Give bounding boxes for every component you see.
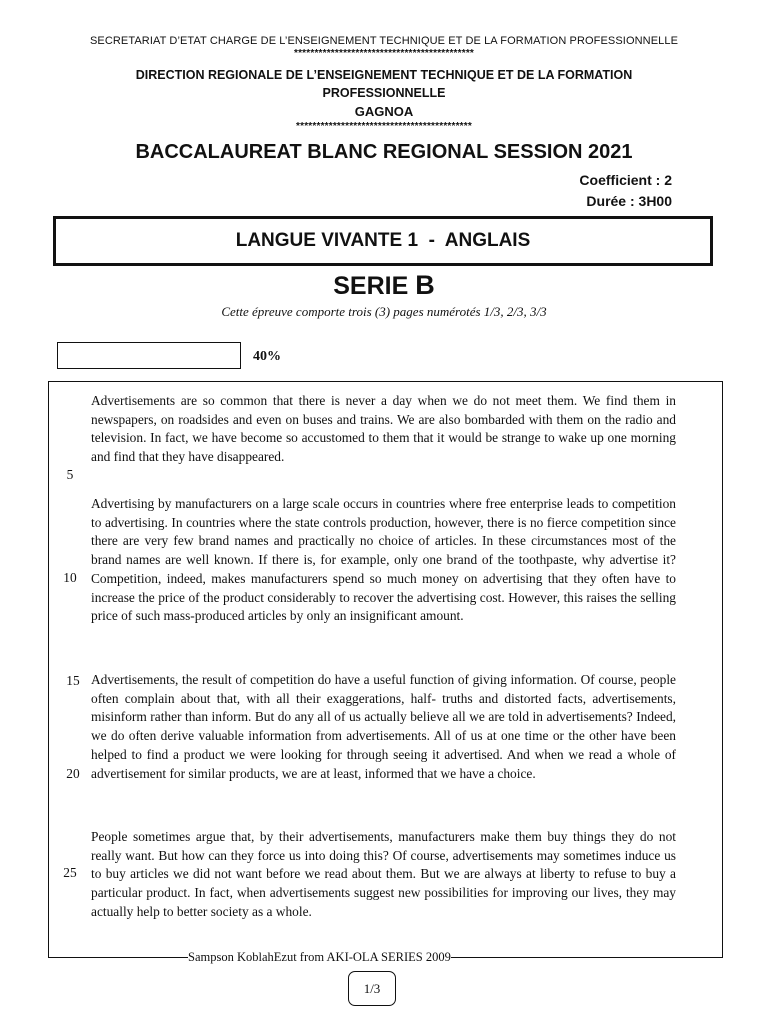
page-number: 1/3 bbox=[363, 980, 381, 996]
page-number-box bbox=[348, 971, 396, 1006]
direction-line-2: PROFESSIONNELLE bbox=[322, 86, 446, 100]
line-number: 10 bbox=[63, 570, 77, 585]
section-label-box bbox=[57, 342, 241, 369]
separator-stars: ******************************************* bbox=[296, 121, 472, 132]
ministry-header: SECRETARIAT D’ETAT CHARGE DE L’ENSEIGNEMENT TECHNIQUE ET DE LA FORMATION PROFESSIONNELLE bbox=[89, 35, 679, 47]
line-number: 5 bbox=[66, 467, 74, 482]
line-number: 25 bbox=[63, 865, 77, 880]
passage-source: Sampson KoblahEzut from AKI-OLA SERIES 2009 bbox=[188, 950, 451, 964]
line-number: 15 bbox=[66, 673, 80, 688]
passage-paragraph: Advertisements are so common that there is never a day when we do not meet them. We find them in newspapers, on roadsides and even on buses and trains. We are also bombarded with them on the radio and television. In fact, we have become so accustomed to them that it would be strange to wake up one morning and find that they have disappeared. bbox=[91, 393, 676, 465]
city-name: GAGNOA bbox=[354, 104, 414, 119]
direction-header bbox=[0, 66, 768, 102]
subject-title-box bbox=[53, 216, 713, 266]
serie-label: SERIE bbox=[333, 272, 409, 300]
passage-paragraph: Advertising by manufacturers on a large scale occurs in countries where free enterprise leads to competition to advertising. In countries where the state controls production, however, there is no fierce competition since there are very few brand names and practically no choice of articles. In these circumstances most of the brand names are well known. If there is, for example, only one brand of the toothpaste, why advertise it? Competition, indeed, makes manufacturers spend so much money on advertising that they often have to increase the price of the product considerably to recover the advertising cost. However, this raises the selling price of such mass-produced articles by only an insignificant amount. bbox=[91, 496, 676, 624]
section-percent: 40% bbox=[253, 349, 281, 364]
exam-meta bbox=[579, 170, 672, 212]
subject-title: LANGUE VIVANTE 1 - ANGLAIS bbox=[235, 230, 531, 251]
direction-line-1: DIRECTION REGIONALE DE L’ENSEIGNEMENT TECHNIQUE ET DE LA FORMATION bbox=[135, 68, 633, 82]
passage-paragraph: Advertisements, the result of competition do have a useful function of giving information. Of course, people often complain about that, with all their exaggerations, half- truths and distorted facts, advertisements, misinform rather than inform. But do any all of us actually believe all we are told in advertisements? Indeed, we do often derive valuable information from advertisements. All of us at one time or the other have been helped to find a product we were looking for through seeing it advertised. And when we read a whole of advertisement for similar products, we are at least, informed that we have a choice. bbox=[91, 672, 676, 781]
serie-heading bbox=[0, 270, 768, 301]
serie-letter: B bbox=[415, 270, 435, 300]
pages-note: Cette épreuve comporte trois (3) pages numérotés 1/3, 2/3, 3/3 bbox=[221, 304, 547, 319]
line-number: 20 bbox=[66, 766, 80, 781]
duration: Durée : 3H00 bbox=[586, 193, 672, 209]
exam-title: BACCALAUREAT BLANC REGIONAL SESSION 2021 bbox=[135, 141, 633, 163]
passage-paragraph: People sometimes argue that, by their advertisements, manufacturers make them buy things they do not really want. But how can they force us into doing this? Of course, advertisements may sometimes induce us to buy articles we did not want before we read about them. But we are always at liberty to refuse to buy a particular product. In fact, when advertisements suggest new possibilities for improving our lives, they may actually help to better society as a whole. bbox=[91, 829, 676, 919]
coefficient: Coefficient : 2 bbox=[579, 172, 672, 188]
separator-stars: ******************************************** bbox=[293, 48, 475, 59]
